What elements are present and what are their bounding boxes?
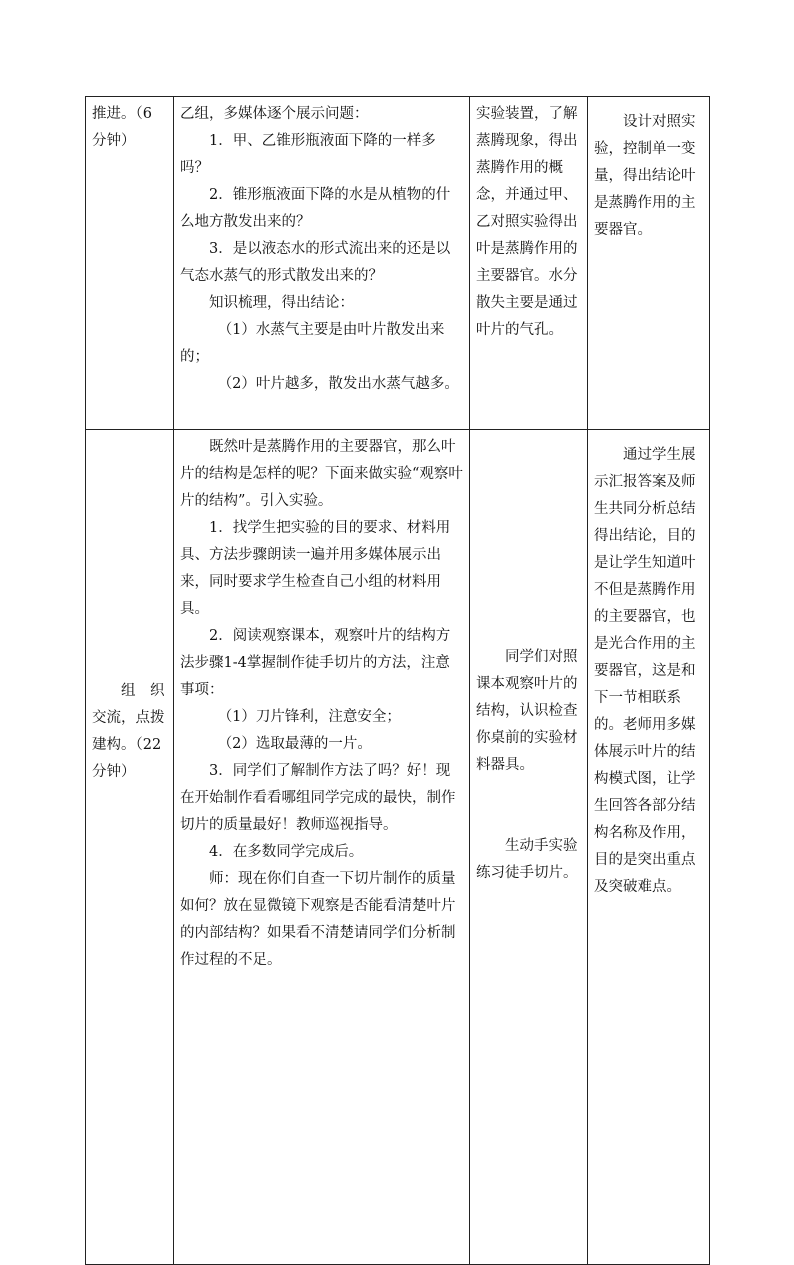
student-text: 生动手实验练习徒手切片。 [476,838,578,881]
teacher-line: （2）选取最薄的一片。 [217,736,372,752]
teacher-line: （1）水蒸气主要是由叶片散发出来的； [180,322,445,365]
lesson-plan-table [85,96,710,1265]
student-activity-cell [470,97,588,430]
stage-line: 建构。（22 [92,737,162,753]
stage-line: 交流，点拨 [92,710,165,726]
table-row [86,97,710,430]
stage-line: 组 织 [121,683,165,699]
stage-cell [86,430,174,1265]
stage-cell [86,97,174,430]
teacher-line: 1．找学生把实验的目的要求、材料用具、方法步骤朗读一遍并用多媒体展示出来，同时要求学生检查自己小组的材料用具。 [180,520,451,617]
teacher-line: 1．甲、乙锥形瓶液面下降的一样多吗？ [180,133,436,176]
design-intent-cell [588,97,710,430]
teacher-activity-cell [174,430,470,1265]
design-intent-cell [588,430,710,1265]
teacher-line: 师：现在你们自查一下切片制作的质量如何？放在显微镜下观察是否能看清楚叶片的内部结构？如果看不清楚请同学们分析制作过程的不足。 [180,871,456,968]
spacer [476,779,581,833]
teacher-line: 既然叶是蒸腾作用的主要器官，那么叶片的结构是怎样的呢？下面来做实验“观察叶片的结构”。引入实验。 [180,439,463,509]
teacher-activity-cell [174,97,470,430]
student-activity-cell [470,430,588,1265]
intent-text: 通过学生展示汇报答案及师生共同分析总结得出结论，目的是让学生知道叶不但是蒸腾作用的主要器官，也是光合作用的主要器官，这是和下一节相联系的。老师用多媒体展示叶片的结构模式图，让学生回答各部分结构名称及作用，目的是突出重点及突破难点。 [594,447,696,895]
table-row [86,430,710,1265]
student-text: 实验装置，了解蒸腾现象，得出蒸腾作用的概念，并通过甲、乙对照实验得出叶是蒸腾作用的主要器官。水分散失主要是通过叶片的气孔。 [476,106,578,338]
stage-line: 分钟） [92,764,136,780]
student-text: 同学们对照课本观察叶片的结构，认识检查你桌前的实验材料器具。 [476,649,578,773]
teacher-line: 4．在多数同学完成后。 [209,844,364,860]
teacher-line: 3．同学们了解制作方法了吗？好！现在开始制作看看哪组同学完成的最快，制作切片的质量最好！教师巡视指导。 [180,763,456,833]
stage-line: 推进。（6 [92,106,152,122]
stage-line: 分钟） [92,133,136,149]
teacher-line: 乙组，多媒体逐个展示问题： [180,106,369,122]
teacher-line: （2）叶片越多，散发出水蒸气越多。 [217,376,459,392]
teacher-line: 3．是以液态水的形式流出来的还是以气态水蒸气的形式散发出来的？ [180,241,451,284]
intent-text: 设计对照实验，控制单一变量，得出结论叶是蒸腾作用的主要器官。 [594,114,696,238]
teacher-line: 知识梳理，得出结论： [209,295,354,311]
teacher-line: 2．锥形瓶液面下降的水是从植物的什么地方散发出来的？ [180,187,451,230]
teacher-line: （1）刀片锋利，注意安全； [217,709,401,725]
teacher-line: 2．阅读观察课本，观察叶片的结构方法步骤1-4掌握制作徒手切片的方法，注意事项： [180,628,451,698]
